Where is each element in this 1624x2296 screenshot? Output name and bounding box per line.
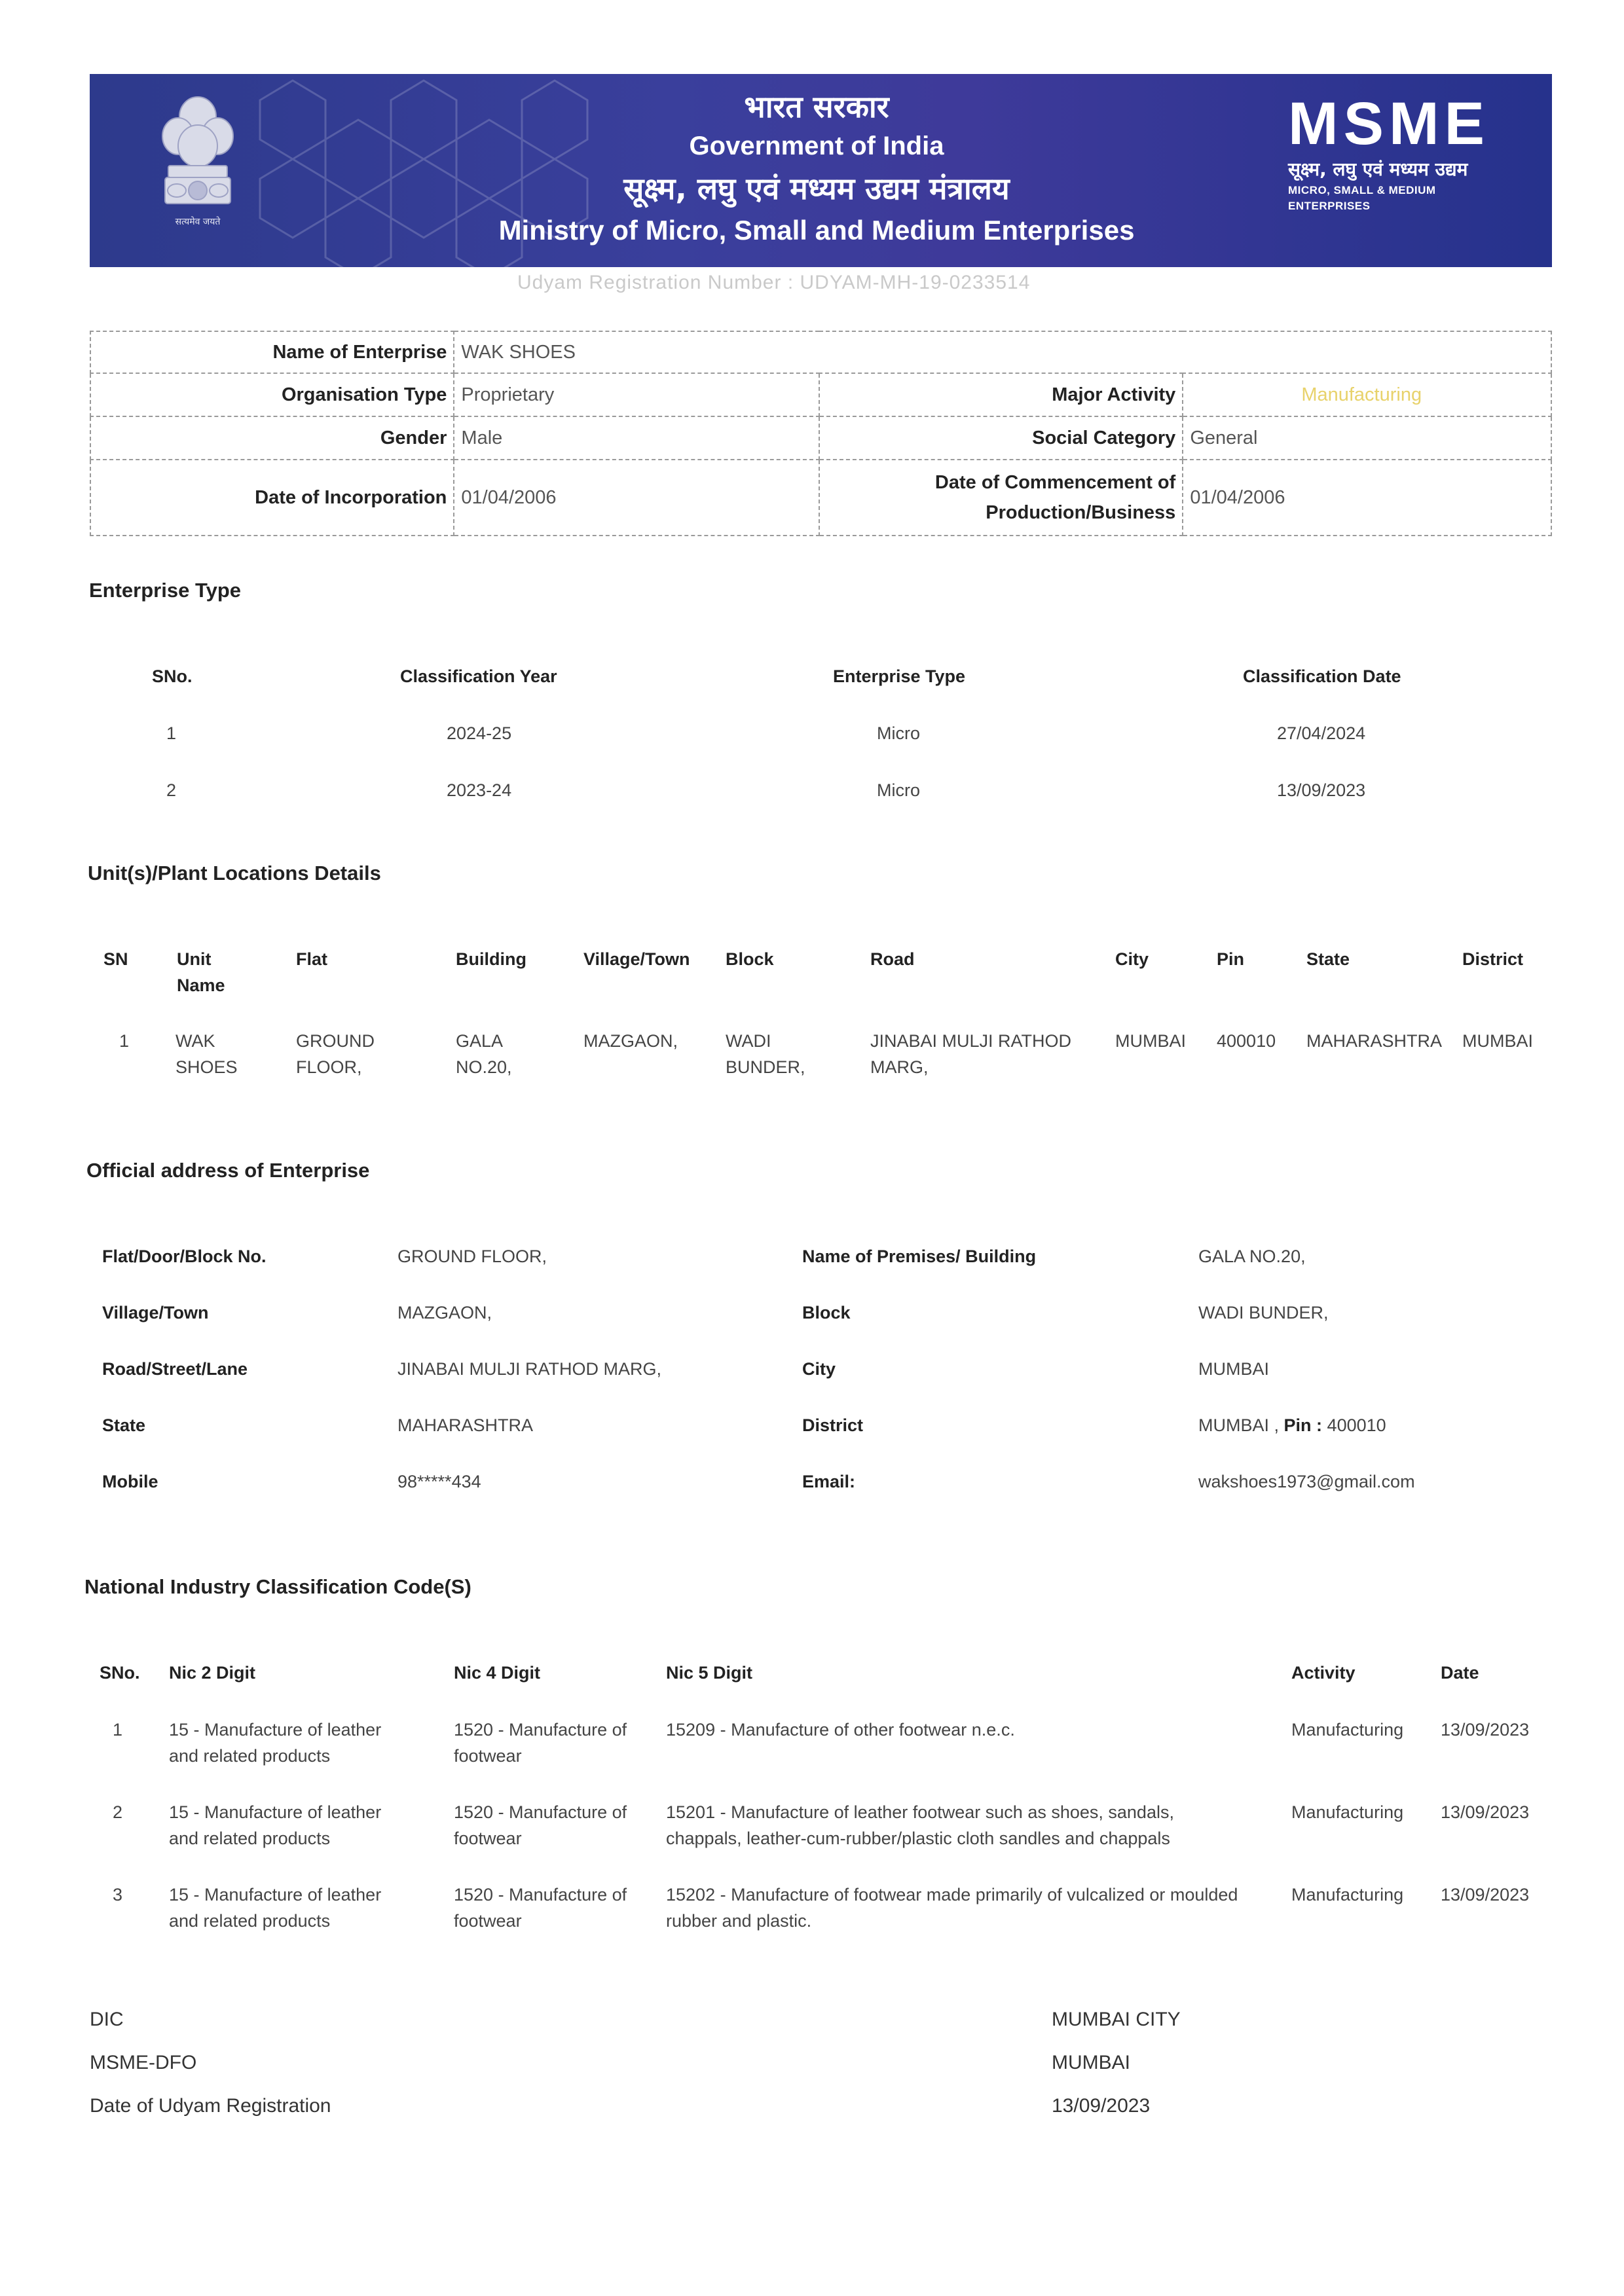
msme-logo-tagline: MICRO, SMALL & MEDIUM ENTERPRISES [1288, 184, 1436, 212]
msme-logo-word: MSME [1288, 90, 1490, 157]
ashoka-emblem-icon [152, 90, 244, 241]
et-cell: 2 [166, 780, 177, 800]
units-cell: WAK SHOES [175, 1031, 238, 1077]
nic-cell: footwear [454, 1911, 522, 1931]
units-cell: GROUND FLOOR, [296, 1031, 375, 1077]
official-address-title: Official address of Enterprise [86, 1159, 370, 1182]
banner-titles [456, 87, 1177, 249]
units-header-building: Building [456, 949, 526, 969]
enterprise-info-table [90, 331, 1552, 536]
et-header-type: Enterprise Type [833, 666, 966, 686]
units-header-block: Block [726, 949, 774, 969]
et-header-year: Classification Year [400, 666, 557, 686]
dic-value: MUMBAI CITY [1052, 2009, 1181, 2030]
government-title: Government of India [689, 132, 944, 160]
addr-email-label: Email: [802, 1472, 856, 1491]
msme-logo-hindi: सूक्ष्म, लघु एवं मध्यम उद्यम [1288, 158, 1468, 180]
commencement-label [819, 460, 1183, 536]
units-cell: MUMBAI [1115, 1031, 1186, 1051]
info-row [90, 331, 1551, 373]
nic-header-activity: Activity [1291, 1663, 1356, 1683]
addr-premises-value: GALA NO.20, [1198, 1247, 1306, 1266]
addr-village-label: Village/Town [102, 1303, 209, 1322]
nic-cell: and related products [169, 1829, 331, 1848]
addr-block-value: WADI BUNDER, [1198, 1303, 1329, 1322]
addr-pin-label: Pin : [1283, 1415, 1323, 1435]
addr-state-value: MAHARASHTRA [397, 1415, 534, 1435]
gender-label: Gender [90, 416, 454, 460]
dfo-value: MUMBAI [1052, 2052, 1130, 2073]
hindi-ministry-title: सूक्ष्म, लघु एवं मध्यम उद्यम मंत्रालय [623, 171, 1010, 206]
et-cell: Micro [877, 723, 920, 743]
commencement-label-line2: Production/Business [986, 502, 1176, 523]
units-cell: JINABAI MULJI RATHOD MARG, [870, 1031, 1072, 1077]
units-cell: MAZGAON, [583, 1031, 678, 1051]
nic-cell: 13/09/2023 [1441, 1802, 1530, 1822]
nic-header-2digit: Nic 2 Digit [169, 1663, 256, 1683]
registration-label: Udyam Registration Number [517, 272, 782, 293]
et-header-date: Classification Date [1243, 666, 1401, 686]
social-category-value: General [1183, 416, 1551, 460]
major-activity-value: Manufacturing [1183, 373, 1551, 416]
info-row [90, 416, 1551, 460]
units-cell: GALA NO.20, [456, 1031, 512, 1077]
et-cell: 27/04/2024 [1277, 723, 1366, 743]
name-label: Name of Enterprise [90, 331, 454, 373]
addr-road-value: JINABAI MULJI RATHOD MARG, [397, 1359, 662, 1379]
commencement-value: 01/04/2006 [1183, 460, 1551, 536]
addr-city-label: City [802, 1359, 836, 1379]
addr-road-label: Road/Street/Lane [102, 1359, 248, 1379]
nic-title: National Industry Classification Code(S) [84, 1575, 471, 1598]
et-cell: 2024-25 [447, 723, 512, 743]
social-category-label: Social Category [819, 416, 1183, 460]
nic-cell: 13/09/2023 [1441, 1885, 1530, 1904]
nic-cell: chappals, leather-cum-rubber/plastic cloth sandles and chappals [666, 1829, 1170, 1848]
units-header-pin: Pin [1217, 949, 1245, 969]
units-header-city: City [1115, 949, 1149, 969]
nic-cell: 15201 - Manufacture of leather footwear such as shoes, sandals, [666, 1802, 1174, 1822]
registration-date-label: Date of Udyam Registration [90, 2095, 331, 2117]
nic-header-date: Date [1441, 1663, 1479, 1683]
org-type-label: Organisation Type [90, 373, 454, 416]
units-cell: WADI BUNDER, [726, 1031, 805, 1077]
units-cell: 1 [119, 1031, 130, 1051]
svg-text:सत्यमेव जयते: सत्यमेव जयते [175, 217, 221, 227]
addr-city-value: MUMBAI [1198, 1359, 1269, 1379]
addr-flat-value: GROUND FLOOR, [397, 1247, 547, 1266]
nic-cell: footwear [454, 1829, 522, 1848]
nic-cell: 15 - Manufacture of leather [169, 1885, 382, 1904]
udyam-registration-line [517, 272, 1030, 294]
incorporation-label: Date of Incorporation [90, 460, 454, 536]
units-header-flat: Flat [296, 949, 328, 969]
units-header-village: Village/Town [583, 949, 690, 969]
et-cell: 1 [166, 723, 177, 743]
addr-flat-label: Flat/Door/Block No. [102, 1247, 267, 1266]
units-header-sn: SN [103, 949, 128, 969]
nic-cell: 15209 - Manufacture of other footwear n.e.c. [666, 1720, 1015, 1740]
nic-cell: rubber and plastic. [666, 1911, 812, 1931]
addr-village-value: MAZGAON, [397, 1303, 492, 1322]
org-type-value: Proprietary [454, 373, 819, 416]
ministry-title: Ministry of Micro, Small and Medium Enterprises [498, 215, 1135, 246]
nic-cell: 1520 - Manufacture of [454, 1885, 627, 1904]
nic-cell: 15 - Manufacture of leather [169, 1720, 382, 1740]
commencement-label-line1: Date of Commencement of [934, 472, 1176, 493]
name-value: WAK SHOES [454, 331, 1551, 373]
units-cell: 400010 [1217, 1031, 1276, 1051]
units-header-unit-name: Unit Name [177, 949, 225, 995]
enterprise-type-title: Enterprise Type [89, 579, 242, 602]
nic-cell: footwear [454, 1746, 522, 1766]
msme-logo [1288, 90, 1504, 214]
nic-cell: 1520 - Manufacture of [454, 1802, 627, 1822]
et-cell: 13/09/2023 [1277, 780, 1366, 800]
addr-block-label: Block [802, 1303, 851, 1322]
registration-number: UDYAM-MH-19-0233514 [800, 272, 1031, 293]
dic-label: DIC [90, 2009, 124, 2030]
units-header-district: District [1462, 949, 1524, 969]
units-cell: MUMBAI [1462, 1031, 1533, 1051]
addr-state-label: State [102, 1415, 146, 1435]
nic-cell: 15 - Manufacture of leather [169, 1802, 382, 1822]
addr-mobile-value: 98*****434 [397, 1472, 481, 1491]
nic-header-4digit: Nic 4 Digit [454, 1663, 541, 1683]
nic-cell: 1 [113, 1720, 123, 1740]
nic-cell: Manufacturing [1291, 1720, 1404, 1740]
et-cell: 2023-24 [447, 780, 512, 800]
nic-cell: Manufacturing [1291, 1885, 1404, 1904]
addr-district-value [1198, 1415, 1386, 1436]
nic-cell: 1520 - Manufacture of [454, 1720, 627, 1740]
incorporation-value: 01/04/2006 [454, 460, 819, 536]
nic-cell: 3 [113, 1885, 123, 1904]
info-row [90, 373, 1551, 416]
dfo-label: MSME-DFO [90, 2052, 197, 2073]
nic-cell: and related products [169, 1746, 331, 1766]
et-cell: Micro [877, 780, 920, 800]
nic-cell: 15202 - Manufacture of footwear made primarily of vulcalized or moulded [666, 1885, 1238, 1904]
nic-header-sno: SNo. [100, 1663, 140, 1683]
major-activity-label: Major Activity [819, 373, 1183, 416]
addr-premises-label: Name of Premises/ Building [802, 1247, 1037, 1266]
addr-email-value[interactable]: wakshoes1973@gmail.com [1198, 1472, 1415, 1491]
units-cell: MAHARASHTRA [1306, 1031, 1443, 1051]
nic-cell: 13/09/2023 [1441, 1720, 1530, 1740]
units-title: Unit(s)/Plant Locations Details [88, 862, 381, 884]
et-header-sno: SNo. [152, 666, 193, 686]
nic-cell: and related products [169, 1911, 331, 1931]
nic-cell: 2 [113, 1802, 123, 1822]
registration-separator: : [787, 272, 794, 293]
registration-date-value: 13/09/2023 [1052, 2095, 1151, 2117]
addr-district-text: MUMBAI , [1198, 1415, 1280, 1435]
addr-district-label: District [802, 1415, 864, 1435]
units-header-road: Road [870, 949, 915, 969]
hindi-government-title: भारत सरकार [744, 89, 889, 124]
addr-mobile-label: Mobile [102, 1472, 158, 1491]
gender-value: Male [454, 416, 819, 460]
nic-cell: Manufacturing [1291, 1802, 1404, 1822]
header-banner [90, 74, 1552, 267]
nic-header-5digit: Nic 5 Digit [666, 1663, 753, 1683]
units-header-state: State [1306, 949, 1350, 969]
addr-pin-value: 400010 [1327, 1415, 1386, 1435]
info-row [90, 460, 1551, 536]
